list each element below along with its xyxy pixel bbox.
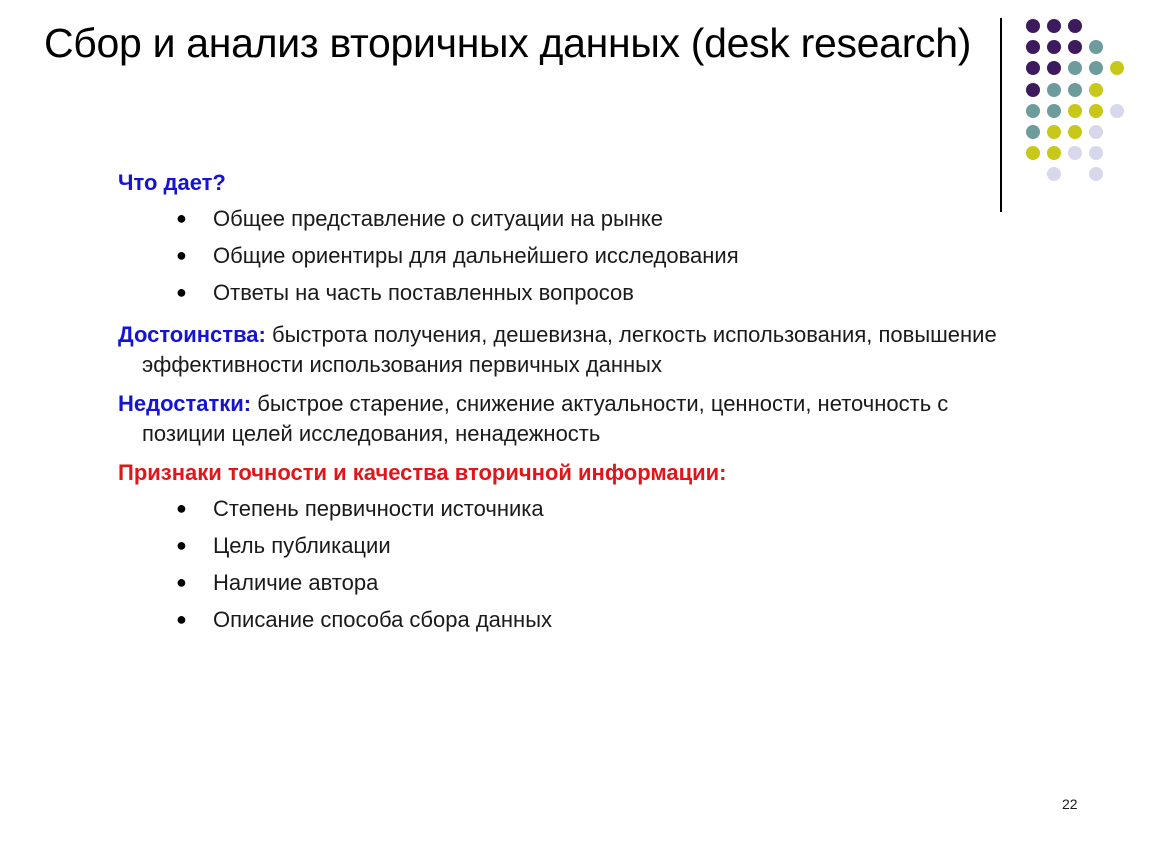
bullet-icon: ● <box>176 572 187 592</box>
bullet-icon: ● <box>176 208 187 228</box>
section-heading-quality-signs: Признаки точности и качества вторичной информации: <box>118 460 727 485</box>
list-item-text: Ответы на часть поставленных вопросов <box>213 280 634 305</box>
list-item <box>118 601 1018 638</box>
advantages-label: Достоинства: <box>118 322 266 347</box>
advantages-paragraph <box>118 320 1018 380</box>
advantages-text: быстрота получения, дешевизна, легкость использования, повышение эффективности использования первичных данных <box>142 322 997 377</box>
list-item-text: Описание способа сбора данных <box>213 607 553 632</box>
bullet-list-quality-signs <box>118 490 1018 638</box>
disadvantages-label: Недостатки: <box>118 391 252 416</box>
list-item-text: Общие ориентиры для дальнейшего исследования <box>213 243 739 268</box>
bullet-icon: ● <box>176 535 187 555</box>
disadvantages-text: быстрое старение, снижение актуальности, ценности, неточность с позиции целей исследования, ненадежность <box>142 391 949 446</box>
list-item <box>118 490 1018 527</box>
page-number: 22 <box>1062 796 1078 812</box>
section-heading-what-it-gives: Что дает? <box>118 170 226 195</box>
bullet-icon: ● <box>176 245 187 265</box>
list-item-text: Общее представление о ситуации на рынке <box>213 206 664 231</box>
list-item <box>118 200 1018 237</box>
list-item-text: Цель публикации <box>213 533 391 558</box>
slide-content <box>118 168 1018 638</box>
bullet-list-what-it-gives <box>118 200 1018 311</box>
list-item-text: Наличие автора <box>213 570 379 595</box>
list-item <box>118 237 1018 274</box>
bullet-icon: ● <box>176 609 187 629</box>
list-item <box>118 527 1018 564</box>
bullet-icon: ● <box>176 282 187 302</box>
decorative-dot-grid-icon <box>1010 10 1140 190</box>
list-item <box>118 274 1018 311</box>
list-item-text: Степень первичности источника <box>213 496 544 521</box>
disadvantages-paragraph <box>118 389 1018 449</box>
list-item <box>118 564 1018 601</box>
bullet-icon: ● <box>176 498 187 518</box>
slide-title: Сбор и анализ вторичных данных (desk research) <box>44 20 972 66</box>
